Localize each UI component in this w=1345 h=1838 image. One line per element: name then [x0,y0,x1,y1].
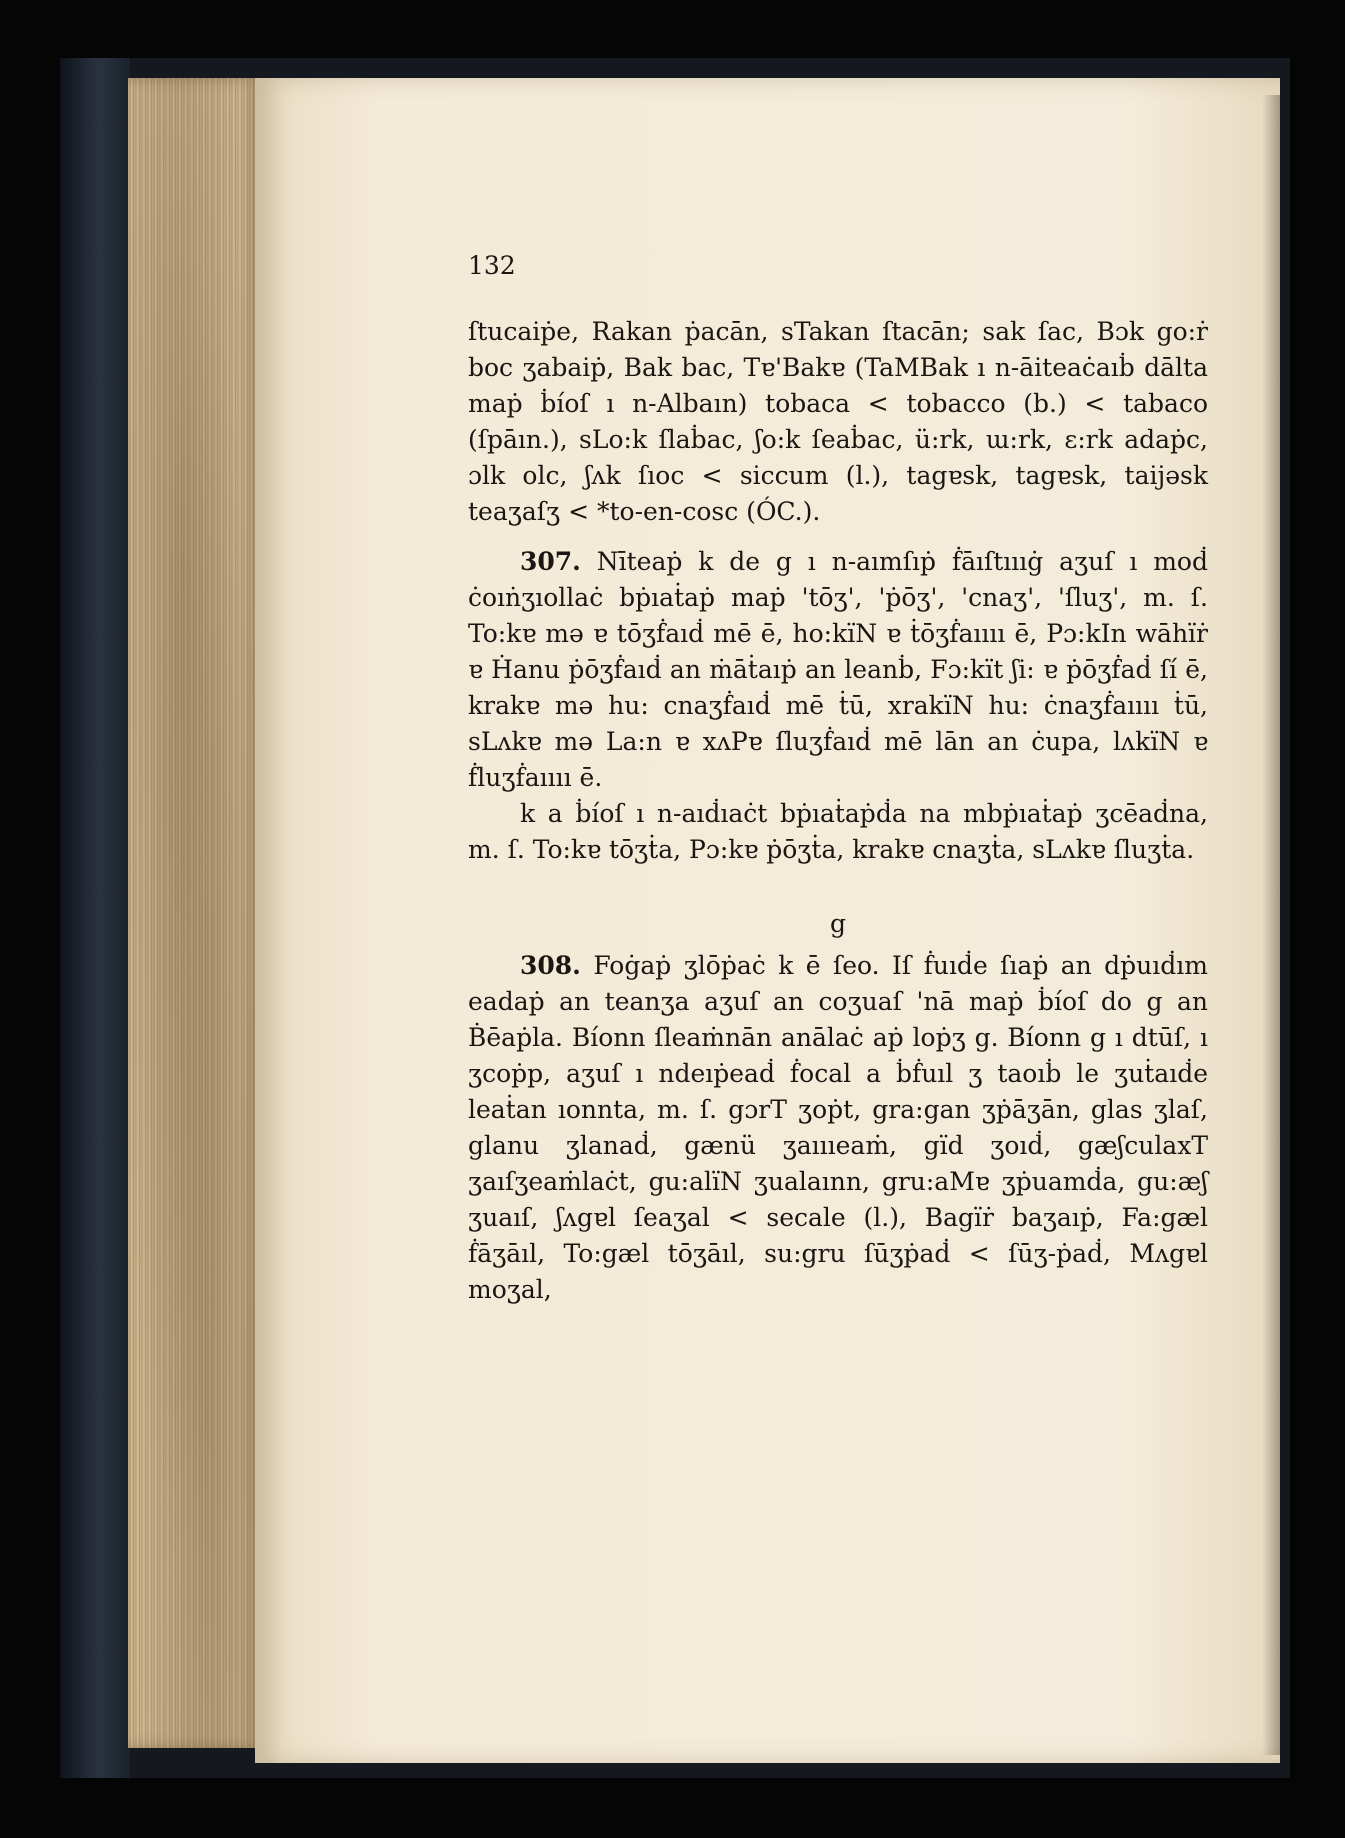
paragraph-gap [468,530,1208,544]
paragraph-continuation: ſtucaiṗe, Rakan ṗacān, sTakan ſtacān; sak ſac, Bɔk go:ṙ boc ʒabaiṗ, Bak bac, Tɐ'Bakɐ (TaMBak ı n-āiteaċaıḃ dālta maṗ ḃíoſ ı n-Albaın) tobaca < tobacco (b.) < tabaco (ſpāın.), sLo:k ſlaḃac, ʃo:k ſeaḃac, ü:rk, ɯ:rk, ɛ:rk adaṗc, ɔlk olc, ʃʌk ſıoc < siccum (l.), tagɐsk, tagɐsk, taijəsk teaʒaſʒ < *to-en-cosc (ÓC.). [468,317,1208,526]
page-edges-stack [128,78,260,1748]
page-text-block [468,248,1208,1308]
section-gap [468,868,1208,900]
section-308-paragraph [468,948,1208,1308]
cover-spine-edge [60,58,130,1778]
section-number-307: 307. [520,547,581,576]
section-307-subparagraph: k a ḃíoſ ı n-aıḋıaċt bṗıaṫaṗḋa na mbṗıaṫaṗ ʒcēaḋna, m. ſ. To:kɐ tōʒṫa, Pɔ:kɐ ṗōʒṫa, krakɐ cnaʒṫa, sLʌkɐ ſluʒṫa. [468,799,1208,864]
page-number: 132 [468,251,516,280]
section-307-paragraph [468,544,1208,796]
section-number-308: 308. [520,951,581,980]
section-letter-heading: g [829,909,846,938]
section-308-text: Foġaṗ ʒlōṗaċ k ē ſeo. Iſ ḟuıḋe ſıaṗ an dṗuıḋım eadaṗ an teanʒa aʒuſ an coʒuaſ 'nā maṗ ḃíoſ do g an Ḃēaṗla. Bíonn ſleaṁnān anālaċ aṗ loṗʒ g. Bíonn g ı dtūſ, ı ʒcoṗp, aʒuſ ı ndeıṗeaḋ ḟocal a ḃḟuıl ʒ taoıḃ le ʒuṫaıḋe leaṫan ıonnta, m. ſ. gɔrT ʒoṗt, gra:gan ʒṗāʒān, glas ʒlaſ, glanu ʒlanaḋ, gænü ʒaıııeaṁ, gïd ʒoıḋ, gæʃculaxT ʒaıſʒeaṁlaċt, gu:alïN ʒualaınn, gru:aMɐ ʒṗuamḋa, gu:æʃ ʒuaıſ, ʃʌgɐl ſeaʒal < secale (l.), Bagïṙ baʒaıṗ, Fa:gæl ḟāʒāıl, To:gæl tōʒāıl, su:gru ſūʒṗaḋ < ſūʒ-ṗaḋ, Mʌgɐl moʒal, [468,951,1208,1304]
section-307-text: Nīteaṗ k de g ı n-aımſıṗ ḟāıſtıııġ aʒuſ ı moḋ ċoıṅʒıollaċ bṗıaṫaṗ maṗ 'tōʒ', 'ṗōʒ', 'cnaʒ', 'ſluʒ', m. ſ. To:kɐ mə ɐ tōʒḟaıḋ mē ē, ho:kïN ɐ ṫōʒḟaıııı ē, Pɔ:kIn wāhïṙ ɐ Ḣanu ṗōʒḟaıḋ an ṁāṫaıṗ an leanḃ, Fɔ:kït ʃi: ɐ ṗōʒḟaḋ ſí ē, krakɐ mə hu: cnaʒḟaıḋ mē ṫū, xrakïN hu: ċnaʒḟaıııı ṫū, sLʌkɐ mə La:n ɐ xʌPɐ ſluʒḟaıḋ mē lān an ċupa, lʌkïN ɐ ḟluʒḟaıııı ē. [468,547,1208,792]
page-gutter-shadow [1262,95,1280,1755]
